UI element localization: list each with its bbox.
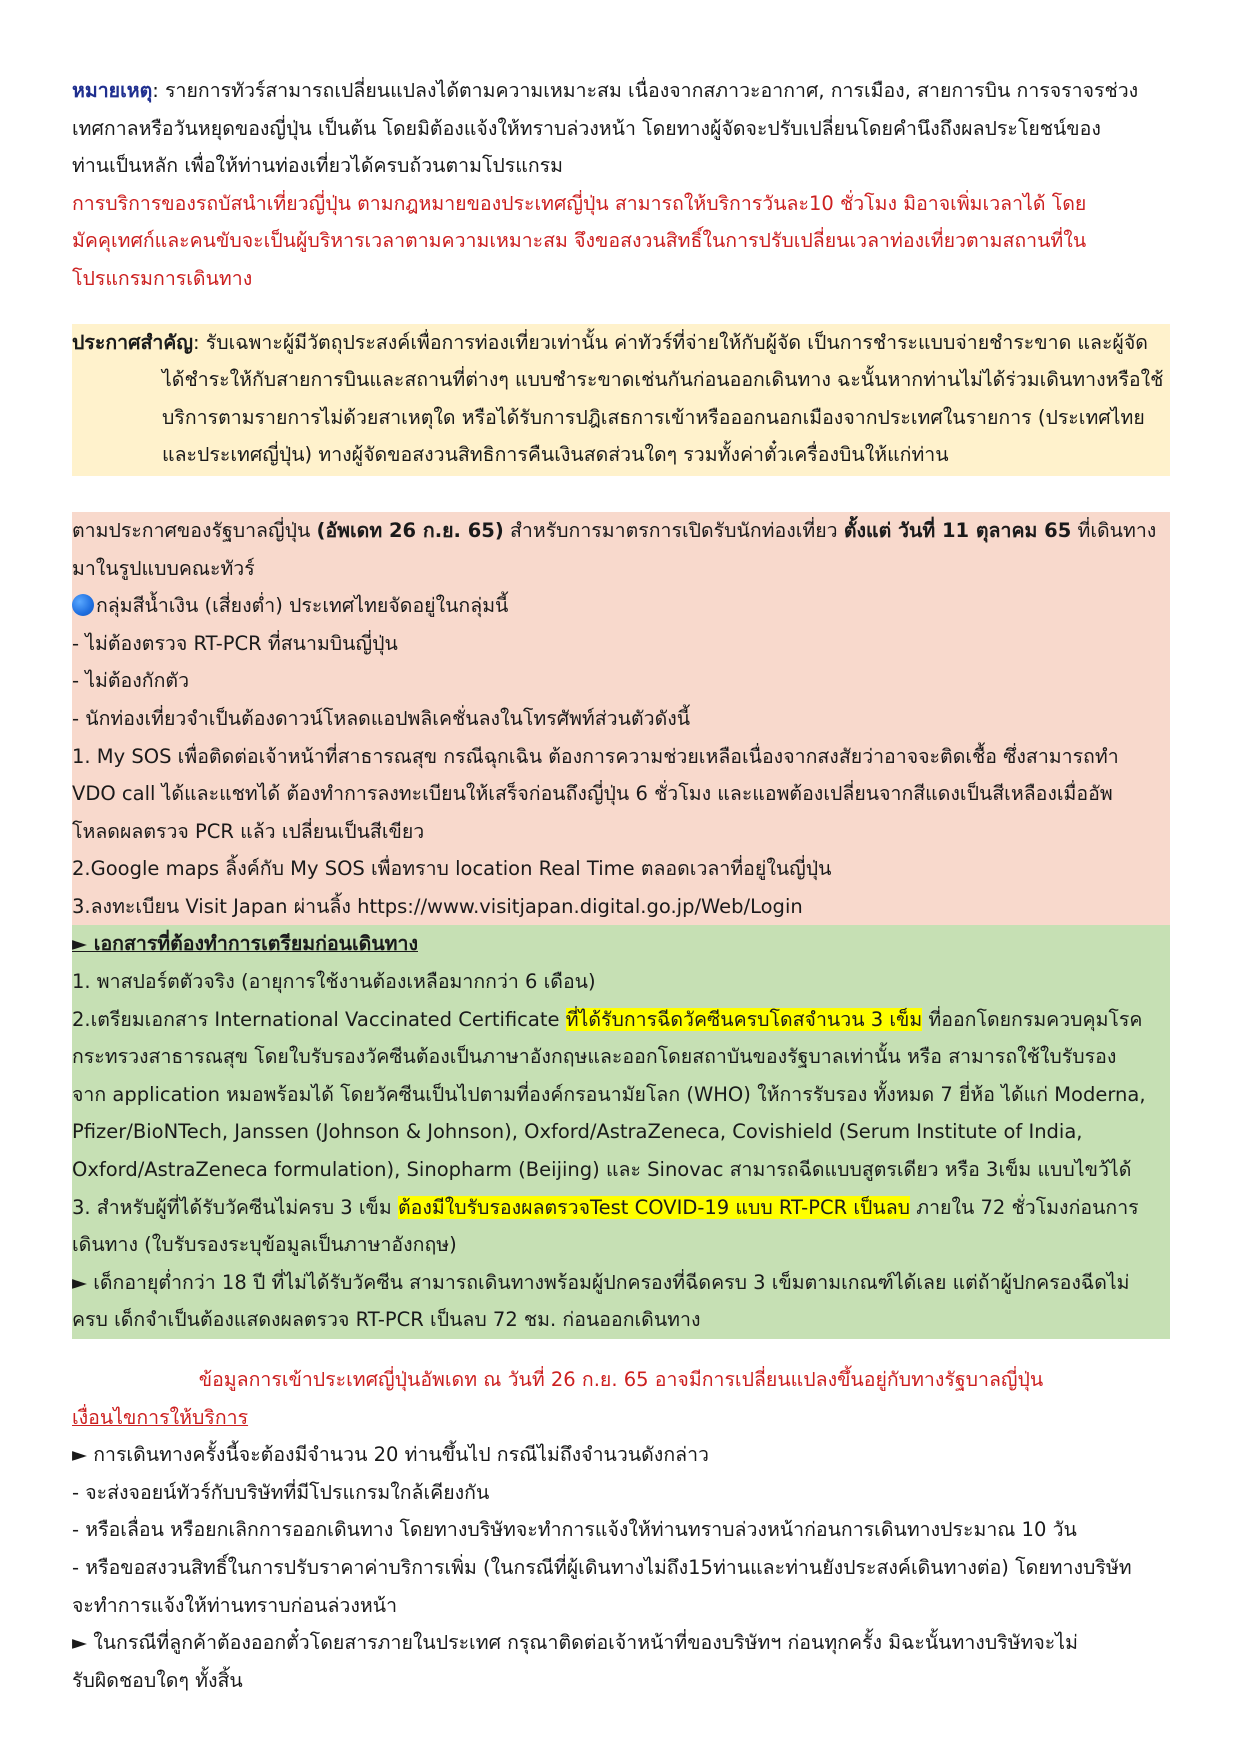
update-note: ข้อมูลการเข้าประเทศญี่ปุ่นอัพเดท ณ วันที่ 26 ก.ย. 65 อาจมีการเปลี่ยนแปลงขึ้นอยู่กับทางรัฐบาลญี่ปุ่น [198, 1368, 1044, 1391]
condition-3: - หรือเลื่อน หรือยกเลิกการออกเดินทาง โดยทางบริษัทจะทำการแจ้งให้ท่านทราบล่วงหน้าก่อนการเดินทางประมาณ 10 วัน [72, 1518, 1077, 1542]
documents-item-3-line-2: เดินทาง (ใบรับรองระบุข้อมูลเป็นภาษาอังกฤษ) [72, 1233, 457, 1257]
announcement-line-1: ประกาศสำคัญ: รับเฉพาะผู้มีวัตถุประสงค์เพื่อการท่องเที่ยวเท่านั้น ค่าทัวร์ที่จ่ายให้กับผู้จัด เป็นการชำระแบบจ่ายชำระขาด และผู้จัด [72, 330, 1148, 354]
documents-item-2-line-3: จาก application หมอพร้อมได้ โดยวัคซีนเป็นไปตามที่องค์กรอนามัยโลก (WHO) ให้การรับรอง ทั้งหมด 7 ยี่ห้อ ได้แก่ Moderna, [72, 1082, 1146, 1106]
covid-app-2: 2.Google maps ลิ้งค์กับ My SOS เพื่อทราบ location Real Time ตลอดเวลาที่อยู่ในญี่ปุ่น [72, 857, 832, 881]
documents-heading: ► เอกสารที่ต้องทำการเตรียมก่อนเดินทาง [72, 932, 418, 956]
covid-app-1-line-3: โหลดผลตรวจ PCR แล้ว เปลี่ยนเป็นสีเขียว [72, 819, 425, 843]
announcement-label: ประกาศสำคัญ [72, 330, 193, 354]
condition-1: ► การเดินทางครั้งนี้จะต้องมีจำนวน 20 ท่านขึ้นไป กรณีไม่ถึงจำนวนดังกล่าว [72, 1443, 709, 1467]
documents-item-1: 1. พาสปอร์ตตัวจริง (อายุการใช้งานต้องเหลือมากกว่า 6 เดือน) [72, 970, 596, 994]
remark-line-1: หมายเหตุ: รายการทัวร์สามารถเปลี่ยนแปลงได้ตามความเหมาะสม เนื่องจากสภาวะอากาศ, การเมือง, สายการบิน การจราจรช่วง [72, 79, 1139, 102]
covid-app-3: 3.ลงทะเบียน Visit Japan ผ่านลิ้ง https://www.visitjapan.digital.go.jp/Web/Login [72, 894, 803, 918]
announcement-line-2: ได้ชำระให้กับสายการบินและสถานที่ต่างๆ แบบชำระขาดเช่นกันก่อนออกเดินทาง ฉะนั้นหากท่านไม่ได้ร่วมเดินทางหรือใช้ [162, 368, 1164, 392]
bus-notice-line-2: มัคคุเทศก์และคนขับจะเป็นผู้บริหารเวลาตามความเหมาะสม จึงขอสงวนสิทธิ์ในการปรับเปลี่ยนเวลาท่องเที่ยวตามสถานที่ใน [72, 229, 1087, 253]
covid-item-2: - ไม่ต้องกักตัว [72, 669, 190, 693]
documents-item-2-line-5: Oxford/AstraZeneca formulation), Sinopharm (Beijing) และ Sinovac สามารถฉีดแบบสูตรเดียว หรือ 3เข็ม แบบไขว้ได้ [72, 1158, 1132, 1182]
remark-label: หมายเหตุ [72, 79, 153, 102]
documents-item-2-line-1: 2.เตรียมเอกสาร International Vaccinated Certificate ที่ได้รับการฉีดวัคซีนครบโดสจำนวน 3 เข็ม ที่ออกโดยกรมควบคุมโรค [72, 1007, 1143, 1031]
remark-line-3: ท่านเป็นหลัก เพื่อให้ท่านท่องเที่ยวได้ครบถ้วนตามโปรแกรม [72, 154, 563, 178]
documents-item-3-line-1: 3. สำหรับผู้ที่ได้รับวัคซีนไม่ครบ 3 เข็ม ต้องมีใบรับรองผลตรวจTest COVID-19 แบบ RT-PCR เป็นลบ ภายใน 72 ชั่วโมงก่อนการ [72, 1195, 1139, 1219]
conditions-section [72, 1361, 1170, 1699]
bus-notice-line-1: การบริการของรถบัสนำเที่ยวญี่ปุ่น ตามกฎหมายของประเทศญี่ปุ่น สามารถให้บริการวันละ10 ชั่วโมง มิอาจเพิ่มเวลาได้ โดย [72, 191, 1087, 215]
document-page [72, 72, 1170, 1699]
blue-circle-icon [72, 594, 94, 616]
remark-section [72, 72, 1170, 298]
condition-2: - จะส่งจอยน์ทัวร์กับบริษัทที่มีโปรแกรมใกล้เคียงกัน [72, 1480, 490, 1504]
condition-5-line-1: ► ในกรณีที่ลูกค้าต้องออกตั๋วโดยสารภายในประเทศ กรุณาติดต่อเจ้าหน้าที่ของบริษัทฯ ก่อนทุกครั้ง มิฉะนั้นทางบริษัทจะไม่ [72, 1631, 1078, 1655]
covid-rules-section [72, 512, 1170, 926]
announcement-line-3: บริการตามรายการไม่ด้วยสาเหตุใด หรือได้รับการปฎิเสธการเข้าหรือออกนอกเมืองจากประเทศในรายการ (ประเทศไทย [162, 405, 1145, 429]
documents-item-2-line-2: กระทรวงสาธารณสุข โดยใบรับรองวัคซีนต้องเป็นภาษาอังกฤษและออกโดยสถาบันของรัฐบาลเท่านั้น หรือ สามารถใช้ใบรับรอง [72, 1045, 1117, 1069]
covid-item-1: - ไม่ต้องตรวจ RT-PCR ที่สนามบินญี่ปุ่น [72, 631, 398, 655]
conditions-heading: เงื่อนไขการให้บริการ [72, 1405, 249, 1429]
condition-4-line-1: - หรือขอสงวนสิทธิ์ในการปรับราคาค่าบริการเพิ่ม (ในกรณีที่ผู้เดินทางไม่ถึง15ท่านและท่านยังประสงค์เดินทางต่อ) โดยทางบริษัท [72, 1555, 1132, 1579]
documents-child-line-2: ครบ เด็กจำเป็นต้องแสดงผลตรวจ RT-PCR เป็นลบ 72 ชม. ก่อนออกเดินทาง [72, 1308, 701, 1332]
bus-notice-line-3: โปรแกรมการเดินทาง [72, 266, 253, 290]
covid-group-line: กลุ่มสีน้ำเงิน (เสี่ยงต่ำ) ประเทศไทยจัดอยู่ในกลุ่มนี้ [72, 587, 1170, 625]
covid-app-1-line-2: VDO call ได้และแชทได้ ต้องทำการลงทะเบียนให้เสร็จก่อนถึงญี่ปุ่น 6 ชั่วโมง และแอพต้องเปลี่ยนจากสีแดงเป็นสีเหลืองเมื่ออัพ [72, 782, 1113, 806]
covid-app-1-line-1: 1. My SOS เพื่อติดต่อเจ้าหน้าที่สาธารณสุข กรณีฉุกเฉิน ต้องการความช่วยเหลือเนื่องจากสงสัยว่าอาจจะติดเชื้อ ซึ่งสามารถทำ [72, 744, 1119, 768]
documents-child-line-1: ► เด็กอายุต่ำกว่า 18 ปี ที่ไม่ได้รับวัคซีน สามารถเดินทางพร้อมผู้ปกครองที่ฉีดครบ 3 เข็มตามเกณฑ์ได้เลย แต่ถ้าผู้ปกครองฉีดไม่ [72, 1270, 1130, 1294]
condition-5-line-2: รับผิดชอบใดๆ ทั้งสิ้น [72, 1668, 243, 1692]
announcement-line-4: และประเทศญี่ปุ่น) ทางผู้จัดขอสงวนสิทธิการคืนเงินสดส่วนใดๆ รวมทั้งค่าตั๋วเครื่องบินให้แก่ท่าน [162, 443, 949, 467]
pcr-highlight: ต้องมีใบรับรองผลตรวจTest COVID-19 แบบ RT-PCR เป็นลบ [397, 1195, 911, 1219]
documents-item-2-line-4: Pfizer/BioNTech, Janssen (Johnson & Johnson), Oxford/AstraZeneca, Covishield (Serum Institute of India, [72, 1120, 1083, 1144]
covid-item-3: - นักท่องเที่ยวจำเป็นต้องดาวน์โหลดแอปพลิเคชั่นลงในโทรศัพท์ส่วนตัวดังนี้ [72, 706, 691, 730]
vaccine-highlight: ที่ได้รับการฉีดวัคซีนครบโดสจำนวน 3 เข็ม [565, 1007, 923, 1031]
remark-line-2: เทศกาลหรือวันหยุดของญี่ปุ่น เป็นต้น โดยมิต้องแจ้งให้ทราบล่วงหน้า โดยทางผู้จัดจะปรับเปลี่ยนโดยคำนึงถึงผลประโยชน์ของ [72, 116, 1101, 140]
condition-4-line-2: จะทำการแจ้งให้ท่านทราบก่อนล่วงหน้า [72, 1593, 398, 1617]
covid-intro-line-2: มาในรูปแบบคณะทัวร์ [72, 556, 255, 580]
documents-section [72, 925, 1170, 1339]
covid-intro-line-1: ตามประกาศของรัฐบาลญี่ปุ่น (อัพเดท 26 ก.ย. 65) สำหรับการมาตรการเปิดรับนักท่องเที่ยว ตั้งแต่ วันที่ 11 ตุลาคม 65 ที่เดินทาง [72, 518, 1157, 542]
announcement-section [72, 324, 1170, 476]
